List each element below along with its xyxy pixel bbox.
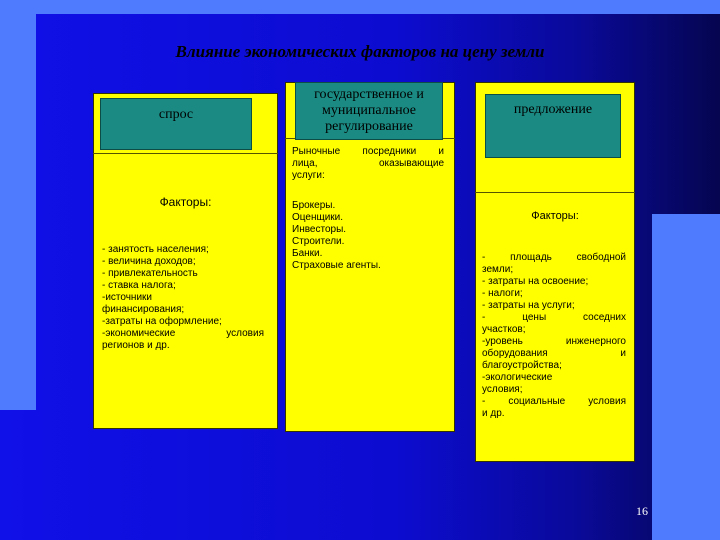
agents-list xyxy=(292,200,444,272)
supply-divider xyxy=(475,192,635,193)
list-item: благоустройства; xyxy=(482,360,562,371)
list-item: - величина доходов; xyxy=(102,256,196,267)
list-item: -источники xyxy=(102,292,153,303)
regulation-header-line: муниципальное xyxy=(322,103,416,118)
list-item: оборудования и xyxy=(482,348,626,359)
list-item: Банки. xyxy=(292,248,323,259)
list-item: и др. xyxy=(482,408,505,419)
demand-factors-list xyxy=(102,244,264,352)
list-item: - налоги; xyxy=(482,288,523,299)
intermediaries-intro xyxy=(292,146,444,182)
list-item: финансирования; xyxy=(102,304,185,315)
supply-header xyxy=(485,94,621,158)
list-item: Строители. xyxy=(292,236,345,247)
demand-header xyxy=(100,98,252,150)
list-item: земли; xyxy=(482,264,514,275)
list-item: - затраты на освоение; xyxy=(482,276,589,287)
list-item: -экологические xyxy=(482,372,553,383)
list-item: Оценщики. xyxy=(292,212,344,223)
list-item: - затраты на услуги; xyxy=(482,300,575,311)
list-item: - ставка налога; xyxy=(102,280,176,291)
demand-divider xyxy=(93,153,278,154)
list-item: -уровень инженерного xyxy=(482,336,626,347)
intro-line: Рыночные посредники и xyxy=(292,146,444,157)
decor-bar-top xyxy=(0,0,720,14)
list-item: -экономические условия xyxy=(102,328,264,339)
regulation-header-line: государственное и xyxy=(314,87,424,102)
intro-line: лица, оказывающие xyxy=(292,158,444,169)
list-item: - занятость населения; xyxy=(102,244,209,255)
demand-header-label: спрос xyxy=(158,107,194,122)
list-item: Инвесторы. xyxy=(292,224,347,235)
supply-factors-list xyxy=(482,252,626,420)
supply-header-label: предложение xyxy=(513,102,593,117)
demand-factors-heading: Факторы: xyxy=(159,195,212,209)
list-item: Брокеры. xyxy=(292,200,336,211)
list-item: участков; xyxy=(482,324,526,335)
intro-line: услуги: xyxy=(292,170,325,181)
list-item: - цены соседних xyxy=(482,312,626,323)
list-item: Страховые агенты. xyxy=(292,260,381,271)
list-item: - площадь свободной xyxy=(482,252,626,263)
page-number: 16 xyxy=(636,504,648,518)
regulation-header xyxy=(295,82,443,140)
slide-title: Влияние экономических факторов на цену земли xyxy=(175,42,545,61)
supply-factors-heading: Факторы: xyxy=(531,210,579,222)
list-item: - социальные условия xyxy=(482,396,626,407)
list-item: -затраты на оформление; xyxy=(102,316,222,327)
decor-bar-right xyxy=(652,214,720,540)
list-item: условия; xyxy=(482,384,523,395)
list-item: - привлекательность xyxy=(102,268,198,279)
list-item: регионов и др. xyxy=(102,340,170,351)
regulation-header-line: регулирование xyxy=(325,119,413,134)
